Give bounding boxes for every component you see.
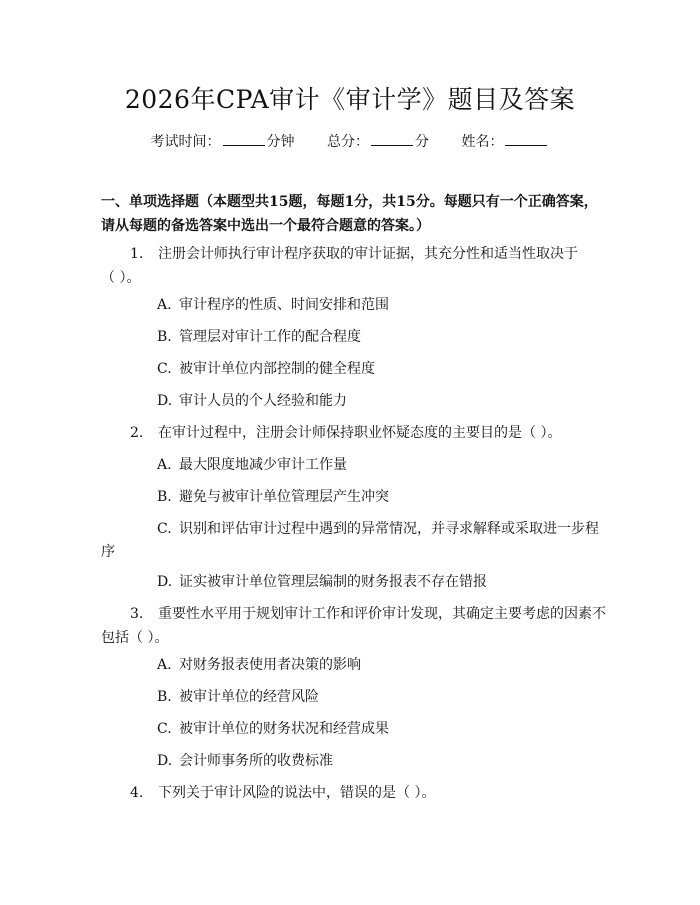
question-3-stem-text: 重要性水平用于规划审计工作和评价审计发现，其确定主要考虑的因素不: [158, 606, 606, 622]
question-1-option-c: [157, 359, 375, 379]
question-2-stem-text: 在审计过程中，注册会计师保持职业怀疑态度的主要目的是（ ）。: [158, 425, 562, 441]
exam-meta: [0, 131, 700, 151]
option-letter: D.: [157, 574, 173, 590]
total-score: [327, 131, 429, 151]
option-letter: A.: [157, 457, 172, 473]
question-3-stem: [130, 604, 606, 624]
question-1-option-d: [157, 391, 347, 411]
exam-time-blank: [223, 135, 265, 146]
option-letter: B.: [157, 329, 172, 345]
option-letter: C.: [157, 521, 172, 537]
question-2-stem: [130, 423, 561, 443]
option-letter: C.: [157, 721, 172, 737]
exam-time-label: 考试时间：: [150, 134, 221, 150]
option-letter: C.: [157, 361, 172, 377]
question-1-stem-cont: （ ）。: [101, 270, 141, 286]
question-3-option-a: [157, 655, 361, 675]
option-letter: B.: [157, 689, 172, 705]
question-2-option-c: [157, 519, 599, 539]
student-name-blank: [505, 135, 547, 146]
question-4-number: 4.: [130, 785, 144, 801]
question-3-number: 3.: [130, 606, 144, 622]
question-1-option-a: [157, 295, 389, 315]
student-name: [461, 131, 549, 151]
question-3-stem-cont: 包括（ ）。: [101, 630, 169, 646]
exam-time: [151, 131, 295, 151]
question-1-stem-text: 注册会计师执行审计程序获取的审计证据，其充分性和适当性取决于: [158, 246, 578, 262]
question-2-number: 2.: [130, 425, 144, 441]
option-letter: A.: [157, 297, 172, 313]
question-1-stem: [130, 244, 578, 264]
option-text: 证实被审计单位管理层编制的财务报表不存在错报: [179, 574, 487, 590]
total-score-label: 总分：: [327, 134, 369, 150]
option-text: 识别和评估审计过程中遇到的异常情况，并寻求解释或采取进一步程: [179, 521, 599, 537]
option-letter: A.: [157, 657, 172, 673]
option-text: 审计程序的性质、时间安排和范围: [179, 297, 389, 313]
question-2-option-c-cont: 序: [101, 544, 115, 560]
question-3-option-c: [157, 719, 389, 739]
question-3-option-b: [157, 687, 319, 707]
option-text: 审计人员的个人经验和能力: [179, 393, 347, 409]
exam-time-unit: 分钟: [266, 134, 295, 150]
question-4-stem: [130, 783, 435, 803]
option-text: 管理层对审计工作的配合程度: [179, 329, 361, 345]
question-4-stem-text: 下列关于审计风险的说法中，错误的是（ ）。: [158, 785, 436, 801]
question-2-option-a: [157, 455, 347, 475]
option-letter: D.: [157, 393, 173, 409]
total-score-unit: 分: [415, 134, 429, 150]
option-text: 被审计单位内部控制的健全程度: [179, 361, 375, 377]
option-text: 对财务报表使用者决策的影响: [179, 657, 361, 673]
option-text: 会计师事务所的收费标准: [179, 753, 333, 769]
student-name-label: 姓名：: [461, 134, 504, 150]
option-letter: B.: [157, 489, 172, 505]
option-text: 最大限度地减少审计工作量: [179, 457, 347, 473]
total-score-blank: [371, 135, 413, 146]
option-letter: D.: [157, 753, 173, 769]
section-heading: 一、单项选择题（本题型共15题，每题1分，共15分。每题只有一个正确答案，请从每题的备选答案中选出一个最符合题意的答案。）: [101, 194, 598, 234]
question-2-option-d: [157, 572, 487, 592]
question-3-option-d: [157, 751, 333, 771]
page-title: 2026年CPA审计《审计学》题目及答案: [124, 85, 576, 114]
question-2-option-b: [157, 487, 389, 507]
option-text: 被审计单位的财务状况和经营成果: [179, 721, 389, 737]
question-1-option-b: [157, 327, 361, 347]
option-text: 避免与被审计单位管理层产生冲突: [179, 489, 389, 505]
option-text: 被审计单位的经营风险: [179, 689, 319, 705]
question-1-number: 1.: [130, 246, 144, 262]
